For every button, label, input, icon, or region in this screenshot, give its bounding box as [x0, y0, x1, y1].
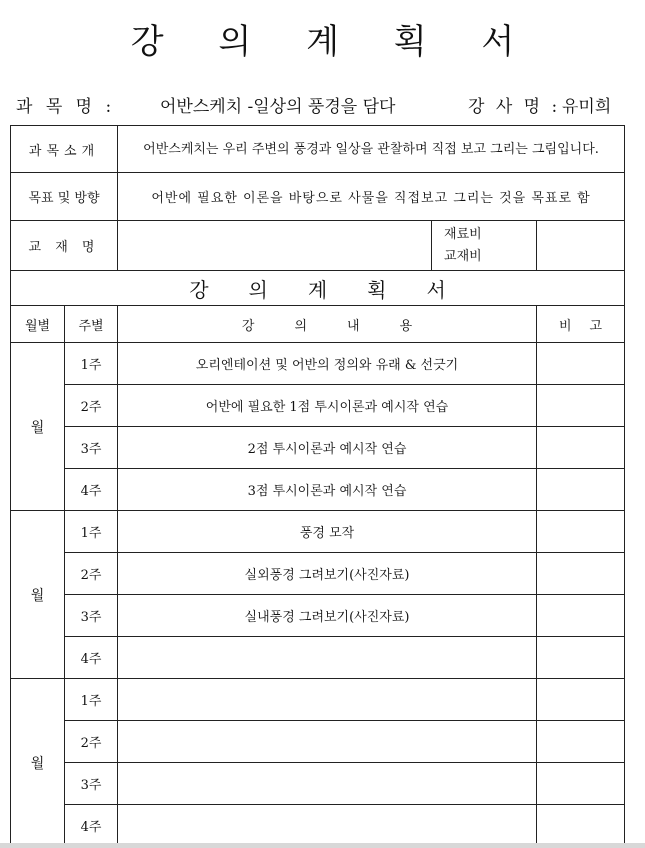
month-cell: 월	[11, 679, 65, 847]
subject-label: 과 목 명 :	[16, 97, 116, 117]
textbook-label: 교 재 명	[11, 221, 118, 271]
content-cell: 어반에 필요한 1점 투시이론과 예시작 연습	[118, 385, 537, 427]
material-fee-label: 재료비	[444, 226, 482, 242]
week-cell: 1주	[65, 343, 118, 385]
week-cell: 1주	[65, 511, 118, 553]
note-cell	[537, 553, 625, 595]
goal-text: 어반에 필요한 이론을 바탕으로 사물을 직접보고 그리는 것을 목표로 함	[118, 173, 625, 221]
lecture-plan-table	[10, 125, 625, 847]
schedule-row	[11, 343, 625, 385]
content-cell: 실외풍경 그려보기(사진자료)	[118, 553, 537, 595]
note-cell	[537, 637, 625, 679]
plan-section-title: 강의계획서	[11, 271, 625, 306]
note-cell	[537, 511, 625, 553]
content-cell	[118, 805, 537, 847]
week-cell: 1주	[65, 679, 118, 721]
week-cell: 2주	[65, 721, 118, 763]
content-cell	[118, 721, 537, 763]
week-cell: 4주	[65, 805, 118, 847]
note-cell	[537, 469, 625, 511]
textbook-fee-label: 교재비	[444, 248, 482, 264]
week-cell: 2주	[65, 553, 118, 595]
month-cell: 월	[11, 343, 65, 511]
fee-labels	[432, 221, 537, 271]
content-cell: 실내풍경 그려보기(사진자료)	[118, 595, 537, 637]
month-cell: 월	[11, 511, 65, 679]
note-cell	[537, 385, 625, 427]
note-cell	[537, 679, 625, 721]
content-cell: 3점 투시이론과 예시작 연습	[118, 469, 537, 511]
note-cell	[537, 805, 625, 847]
week-cell: 4주	[65, 637, 118, 679]
note-cell	[537, 427, 625, 469]
instructor-label: 강 사 명 :	[468, 97, 561, 117]
textbook-value	[118, 221, 432, 271]
week-cell: 3주	[65, 763, 118, 805]
content-cell	[118, 637, 537, 679]
content-cell: 2점 투시이론과 예시작 연습	[118, 427, 537, 469]
schedule-row	[11, 385, 625, 427]
fee-value	[537, 221, 625, 271]
content-cell	[118, 679, 537, 721]
header-content: 강의내용	[118, 306, 537, 343]
note-cell	[537, 595, 625, 637]
content-cell: 풍경 모작	[118, 511, 537, 553]
schedule-row	[11, 511, 625, 553]
schedule-row	[11, 763, 625, 805]
schedule-row	[11, 721, 625, 763]
week-cell: 4주	[65, 469, 118, 511]
note-cell	[537, 343, 625, 385]
document-title: 강 의 계 획 서	[130, 22, 537, 62]
schedule-row	[11, 679, 625, 721]
header-week: 주별	[65, 306, 118, 343]
header-note: 비고	[537, 306, 625, 343]
week-cell: 3주	[65, 595, 118, 637]
schedule-row	[11, 637, 625, 679]
intro-label: 과목소개	[11, 126, 118, 173]
week-cell: 3주	[65, 427, 118, 469]
schedule-row	[11, 469, 625, 511]
note-cell	[537, 763, 625, 805]
header-month: 월별	[11, 306, 65, 343]
content-cell	[118, 763, 537, 805]
schedule-row	[11, 553, 625, 595]
intro-text: 어반스케치는 우리 주변의 풍경과 일상을 관찰하며 직접 보고 그리는 그림입니다.	[118, 126, 625, 173]
schedule-row	[11, 595, 625, 637]
note-cell	[537, 721, 625, 763]
content-cell: 오리엔테이션 및 어반의 정의와 유래 & 선긋기	[118, 343, 537, 385]
subject-row	[0, 92, 645, 118]
goal-label: 목표 및 방향	[11, 173, 118, 221]
schedule-row	[11, 427, 625, 469]
week-cell: 2주	[65, 385, 118, 427]
schedule-row	[11, 805, 625, 847]
page-bottom-edge	[0, 843, 645, 848]
subject-value: 어반스케치 -일상의 풍경을 담다	[160, 97, 396, 117]
instructor-value: 유미희	[562, 97, 612, 117]
